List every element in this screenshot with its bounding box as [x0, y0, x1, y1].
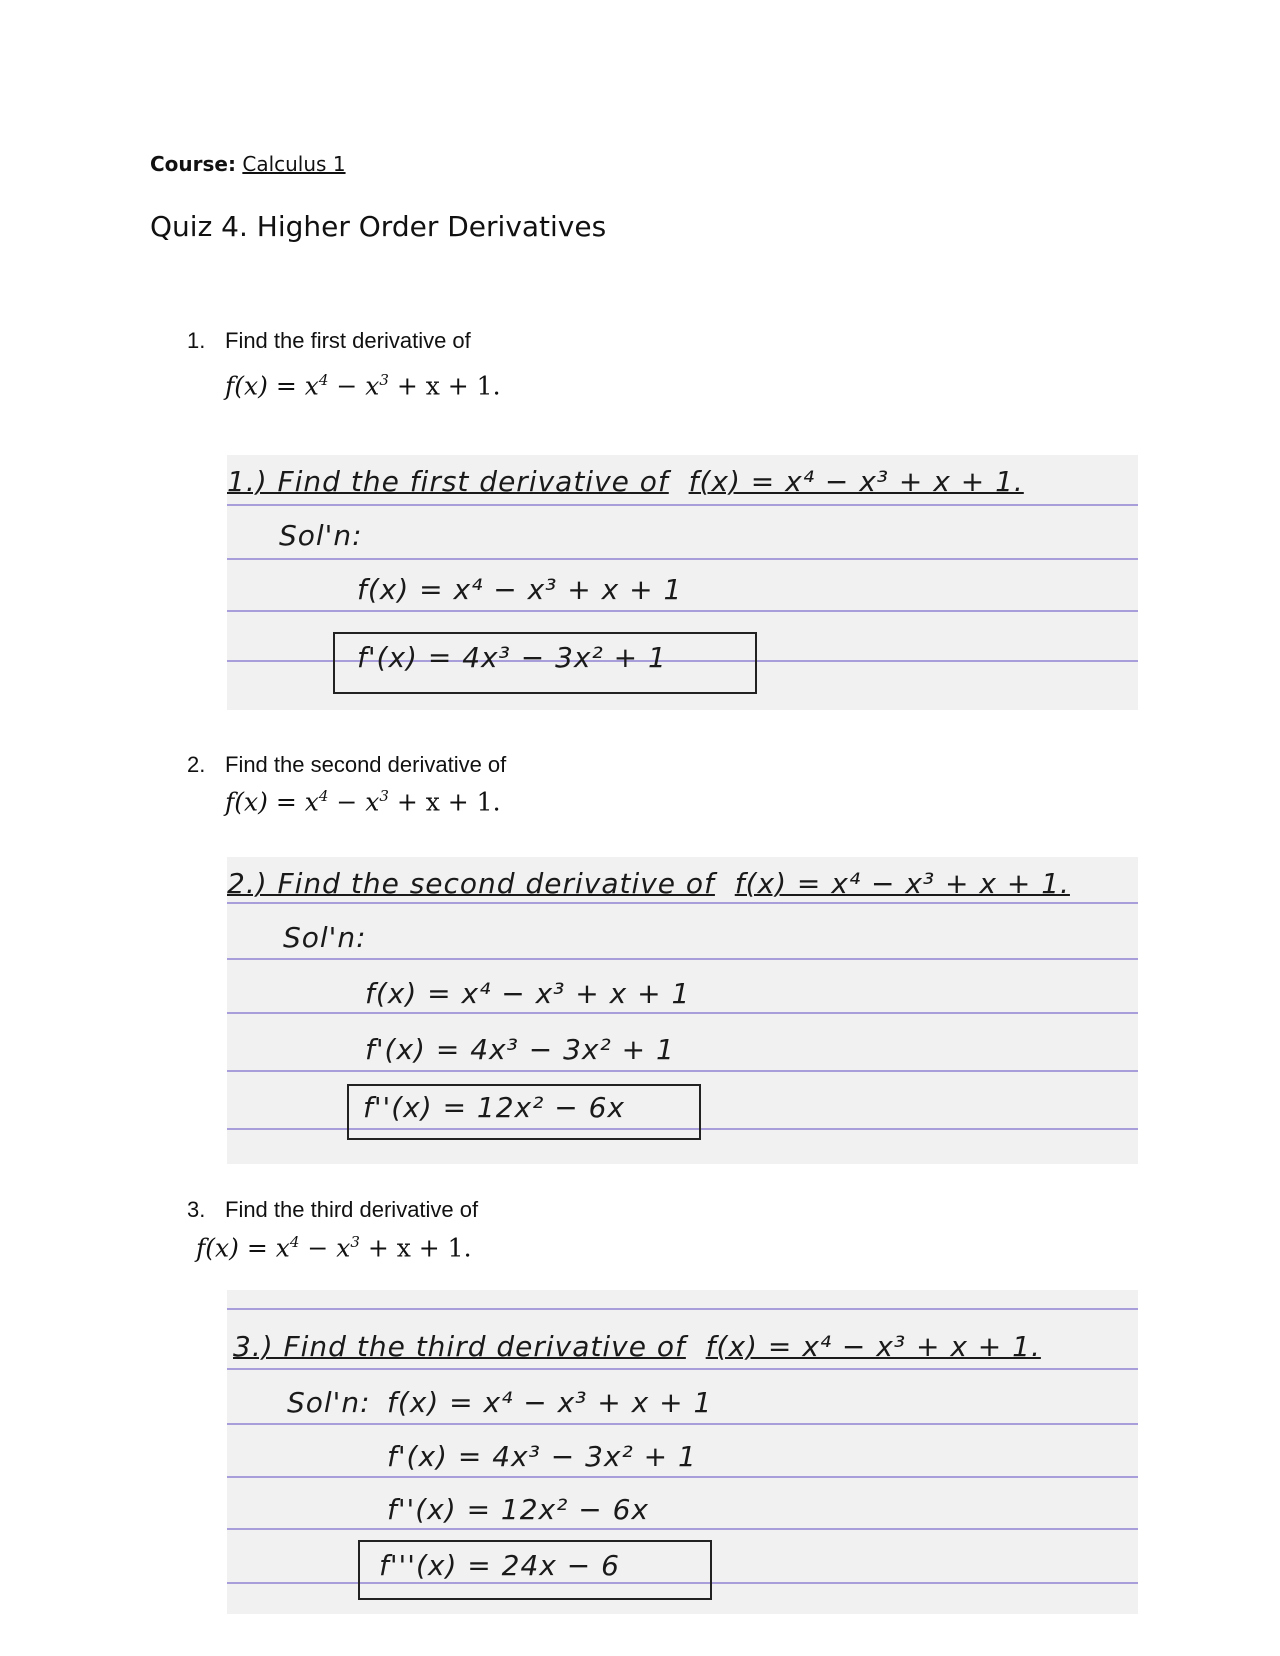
hw-heading: 3.) Find the third derivative of f(x) = x⁴ − x³ + x + 1. [233, 1330, 1041, 1363]
question-1 [187, 328, 471, 354]
function-formula: $f(x) = x^4 - x^3 + x + 1$. [196, 1233, 472, 1263]
hw-heading: 2.) Find the second derivative of f(x) = x⁴ − x³ + x + 1. [227, 867, 1070, 900]
hw-line: f(x) = x⁴ − x³ + x + 1 [357, 573, 683, 606]
question-prompt: Find the second derivative of [225, 752, 507, 777]
hw-soln-label: Sol'n: [287, 1386, 371, 1419]
hw-answer: f'''(x) = 24x − 6 [379, 1549, 620, 1582]
question-3 [187, 1197, 478, 1223]
course-value: Calculus 1 [242, 152, 346, 176]
question-prompt: Find the third derivative of [225, 1197, 479, 1222]
course-label: Course: [150, 152, 236, 176]
hw-line: f''(x) = 12x² − 6x [387, 1493, 650, 1526]
handwritten-solution-1 [227, 455, 1138, 710]
hw-heading: 1.) Find the first derivative of f(x) = x⁴ − x³ + x + 1. [227, 465, 1024, 498]
question-number: 3. [187, 1197, 206, 1222]
question-number: 2. [187, 752, 206, 777]
question-2 [187, 752, 506, 778]
hw-line: f'(x) = 4x³ − 3x² + 1 [365, 1033, 675, 1066]
hw-soln-label: Sol'n: [279, 519, 363, 552]
function-formula: $f(x) = x^4 - x^3 + x + 1$. [225, 371, 501, 401]
question-prompt: Find the first derivative of [225, 328, 471, 353]
handwritten-solution-3 [227, 1290, 1138, 1614]
hw-line: f(x) = x⁴ − x³ + x + 1 [365, 977, 691, 1010]
hw-soln-label: Sol'n: [283, 921, 367, 954]
hw-answer: f''(x) = 12x² − 6x [363, 1091, 626, 1124]
function-formula: $f(x) = x^4 - x^3 + x + 1$. [225, 787, 501, 817]
question-number: 1. [187, 328, 206, 353]
hw-answer: f'(x) = 4x³ − 3x² + 1 [357, 641, 667, 674]
handwritten-solution-2 [227, 857, 1138, 1164]
hw-line: f'(x) = 4x³ − 3x² + 1 [387, 1440, 697, 1473]
hw-line: f(x) = x⁴ − x³ + x + 1 [387, 1386, 713, 1419]
course-line [150, 152, 346, 176]
page-title: Quiz 4. Higher Order Derivatives [150, 210, 607, 243]
